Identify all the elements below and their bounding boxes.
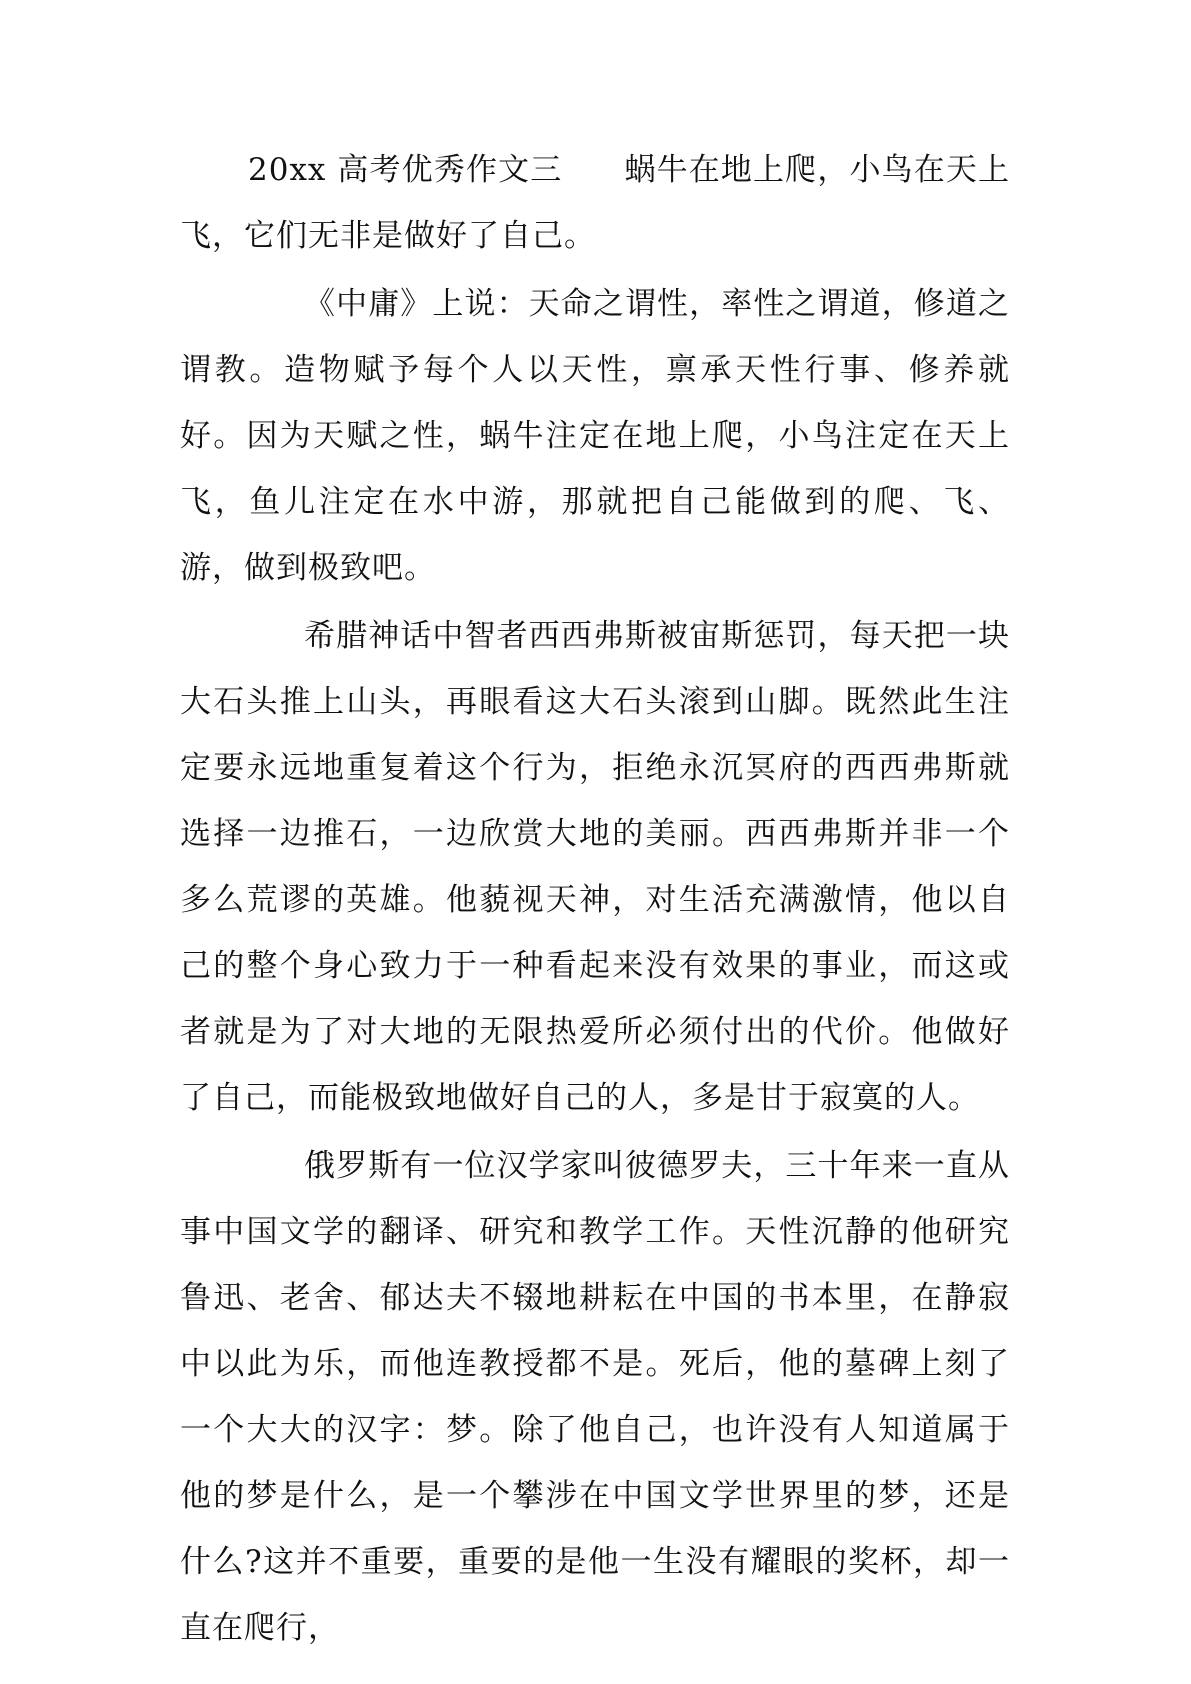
paragraph-4: 俄罗斯有一位汉学家叫彼德罗夫，三十年来一直从事中国文学的翻译、研究和教学工作。天性沉静的他研究鲁迅、老舍、郁达夫不辍地耕耘在中国的书本里，在静寂中以此为乐，而他连教授都不是。死后，他的墓碑上刻了一个大大的汉字：梦。除了他自己，也许没有人知道属于他的梦是什么，是一个攀涉在中国文学世界里的梦，还是什么?这并不重要，重要的是他一生没有耀眼的奖杯，却一直在爬行，: [180, 1148, 1010, 1646]
paragraph-3: 希腊神话中智者西西弗斯被宙斯惩罚，每天把一块大石头推上山头，再眼看这大石头滚到山脚。既然此生注定要永远地重复着这个行为，拒绝永沉冥府的西西弗斯就选择一边推石，一边欣赏大地的美丽。西西弗斯并非一个多么荒谬的英雄。他藐视天神，对生活充满激情，他以自己的整个身心致力于一种看起来没有效果的事业，而这或者就是为了对大地的无限热爱所必须付出的代价。他做好了自己，而能极致地做好自己的人，多是甘于寂寞的人。: [180, 618, 1010, 1116]
paragraph-1: 蜗牛在地上爬，小鸟在天上飞，它们无非是做好了自己。: [180, 152, 1010, 254]
document-body: [180, 137, 1010, 1661]
document-heading: 20xx 高考优秀作文三: [248, 152, 563, 188]
paragraph-2: 《中庸》上说：天命之谓性，率性之谓道，修道之谓教。造物赋予每个人以天性，禀承天性行事、修养就好。因为天赋之性，蜗牛注定在地上爬，小鸟注定在天上飞，鱼儿注定在水中游，那就把自己能做到的爬、飞、游，做到极致吧。: [180, 286, 1010, 586]
opening-paragraph: [180, 137, 1010, 269]
